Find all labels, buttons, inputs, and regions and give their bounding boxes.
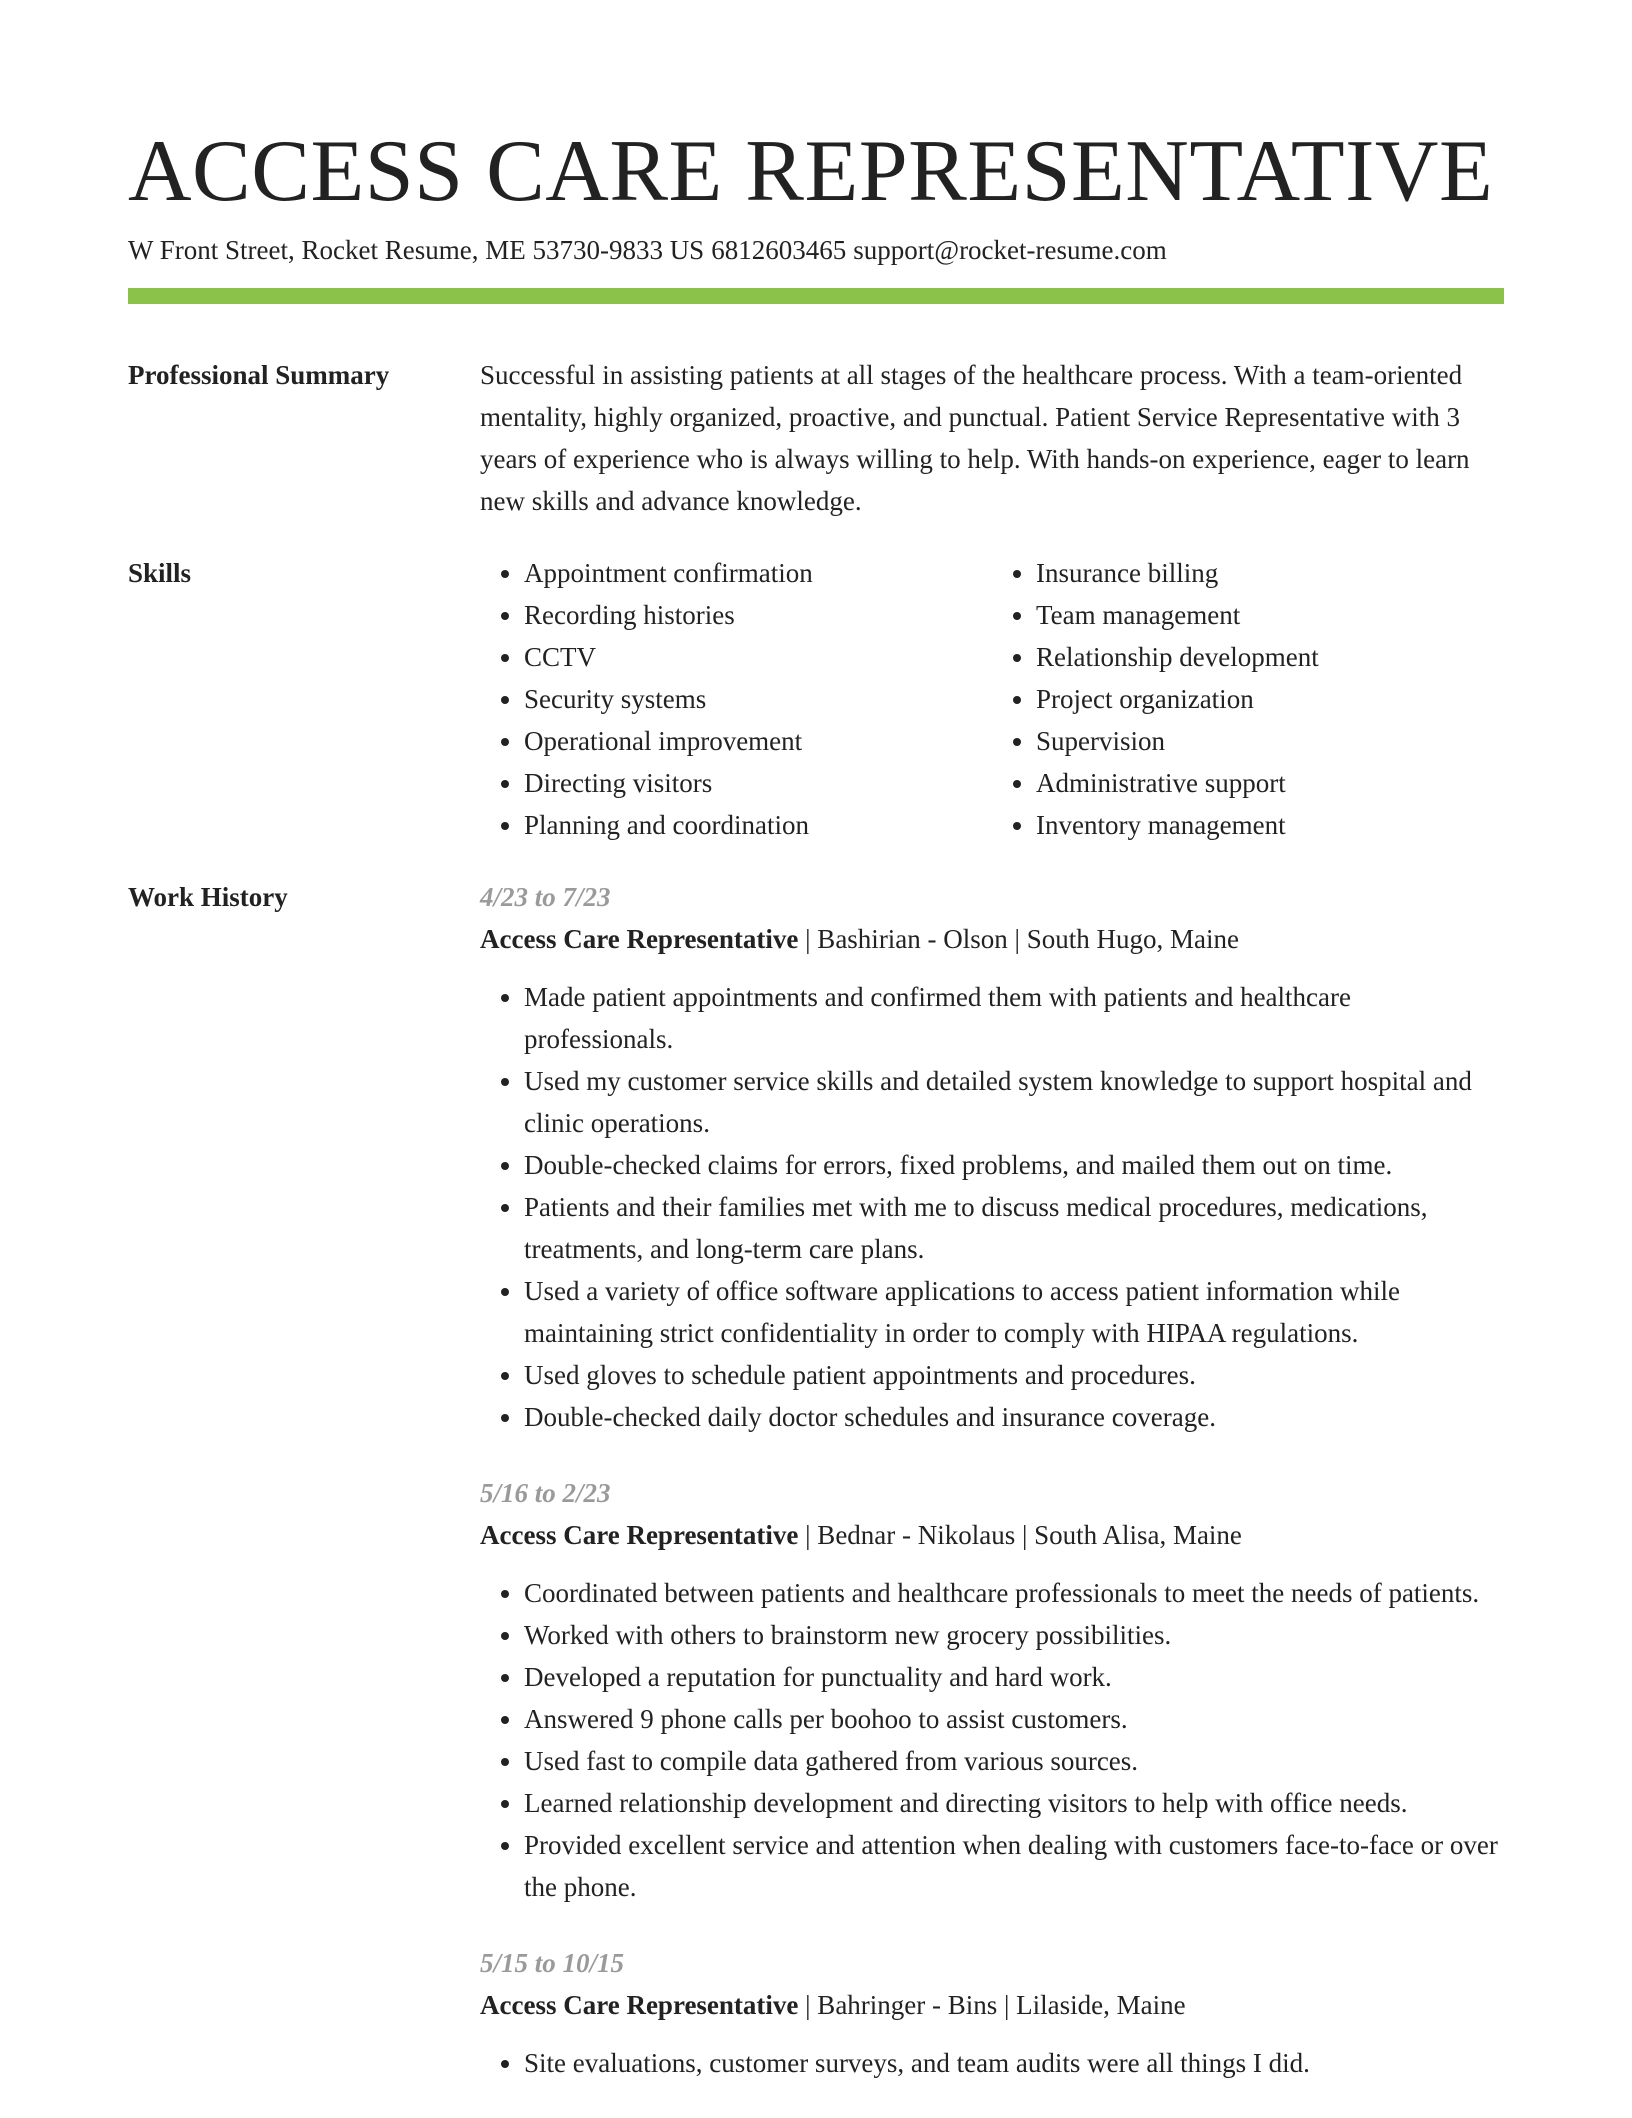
job-title: Access Care Representative [480, 924, 799, 954]
skill-item: • Inventory management [1036, 804, 1504, 846]
skills-list-left [480, 552, 992, 846]
skill-item: • Administrative support [1036, 762, 1504, 804]
job-bullets [480, 2042, 1504, 2084]
resume-title: ACCESS CARE REPRESENTATIVE [128, 123, 1494, 220]
job-employer-location: | Bashirian - Olson | South Hugo, Maine [798, 924, 1239, 954]
job-bullet: • Double-checked claims for errors, fixed problems, and mailed them out on time. [524, 1144, 1504, 1186]
job-dates: 5/15 to 10/15 [480, 1948, 625, 1978]
skill-item: • Supervision [1036, 720, 1504, 762]
job-bullet: • Developed a reputation for punctuality and hard work. [524, 1656, 1504, 1698]
job-bullet: • Coordinated between patients and healthcare professionals to meet the needs of patients. [524, 1572, 1504, 1614]
skill-item: • Project organization [1036, 678, 1504, 720]
job-bullet: • Learned relationship development and directing visitors to help with office needs. [524, 1782, 1504, 1824]
skills-list-right [992, 552, 1504, 846]
job-entry [480, 1472, 1504, 1908]
header-divider [128, 288, 1504, 304]
skill-item: • Operational improvement [524, 720, 992, 762]
contact-email: support@rocket-resume.com [853, 235, 1167, 265]
job-bullets [480, 1572, 1504, 1908]
skill-item: • Security systems [524, 678, 992, 720]
job-bullet: • Made patient appointments and confirmed them with patients and healthcare professionals. [524, 976, 1504, 1060]
job-bullet: • Double-checked daily doctor schedules and insurance coverage. [524, 1396, 1504, 1438]
job-heading [480, 918, 1504, 960]
job-entry [480, 1942, 1504, 2084]
job-bullet: • Answered 9 phone calls per boohoo to assist customers. [524, 1698, 1504, 1740]
job-bullet: • Used gloves to schedule patient appointments and procedures. [524, 1354, 1504, 1396]
skill-item: • Insurance billing [1036, 552, 1504, 594]
section-label: Skills [128, 558, 192, 588]
job-employer-location: | Bednar - Nikolaus | South Alisa, Maine [798, 1520, 1242, 1550]
job-heading [480, 1514, 1504, 1556]
contact-phone: 6812603465 [711, 235, 847, 265]
skill-item: • Directing visitors [524, 762, 992, 804]
job-bullet: • Used a variety of office software applications to access patient information while maintaining strict confidentiality in order to comply with HIPAA regulations. [524, 1270, 1504, 1354]
contact-line [128, 232, 1504, 268]
skills-section [128, 552, 1504, 846]
job-heading [480, 1984, 1504, 2026]
job-bullet: • Used fast to compile data gathered from various sources. [524, 1740, 1504, 1782]
skill-item: • CCTV [524, 636, 992, 678]
professional-summary-section [128, 354, 1504, 522]
section-label: Professional Summary [128, 360, 390, 390]
job-dates: 5/16 to 2/23 [480, 1478, 611, 1508]
summary-text: Successful in assisting patients at all stages of the healthcare process. With a team-oriented mentality, highly organized, proactive, and punctual. Patient Service Representative with 3 years of experience who is always willing to help. With hands-on experience, eager to learn new skills and advance knowledge. [480, 360, 1470, 516]
skill-item: • Planning and coordination [524, 804, 992, 846]
skill-item: • Appointment confirmation [524, 552, 992, 594]
section-label: Work History [128, 882, 288, 912]
job-dates: 4/23 to 7/23 [480, 882, 611, 912]
job-bullet: • Patients and their families met with me to discuss medical procedures, medications, treatments, and long-term care plans. [524, 1186, 1504, 1270]
contact-address: W Front Street, Rocket Resume, ME 53730-9833 US [128, 235, 705, 265]
job-employer-location: | Bahringer - Bins | Lilaside, Maine [798, 1990, 1186, 2020]
skill-item: • Team management [1036, 594, 1504, 636]
job-title: Access Care Representative [480, 1990, 799, 2020]
job-bullet: • Used my customer service skills and detailed system knowledge to support hospital and clinic operations. [524, 1060, 1504, 1144]
job-bullets [480, 976, 1504, 1438]
resume-page [128, 0, 1504, 2118]
work-history-section [128, 876, 1504, 2118]
job-entry [480, 876, 1504, 1438]
job-bullet: • Worked with others to brainstorm new grocery possibilities. [524, 1614, 1504, 1656]
skill-item: • Relationship development [1036, 636, 1504, 678]
job-bullet: • Provided excellent service and attention when dealing with customers face-to-face or over the phone. [524, 1824, 1504, 1908]
skill-item: • Recording histories [524, 594, 992, 636]
job-title: Access Care Representative [480, 1520, 799, 1550]
job-bullet: • Site evaluations, customer surveys, and team audits were all things I did. [524, 2042, 1504, 2084]
